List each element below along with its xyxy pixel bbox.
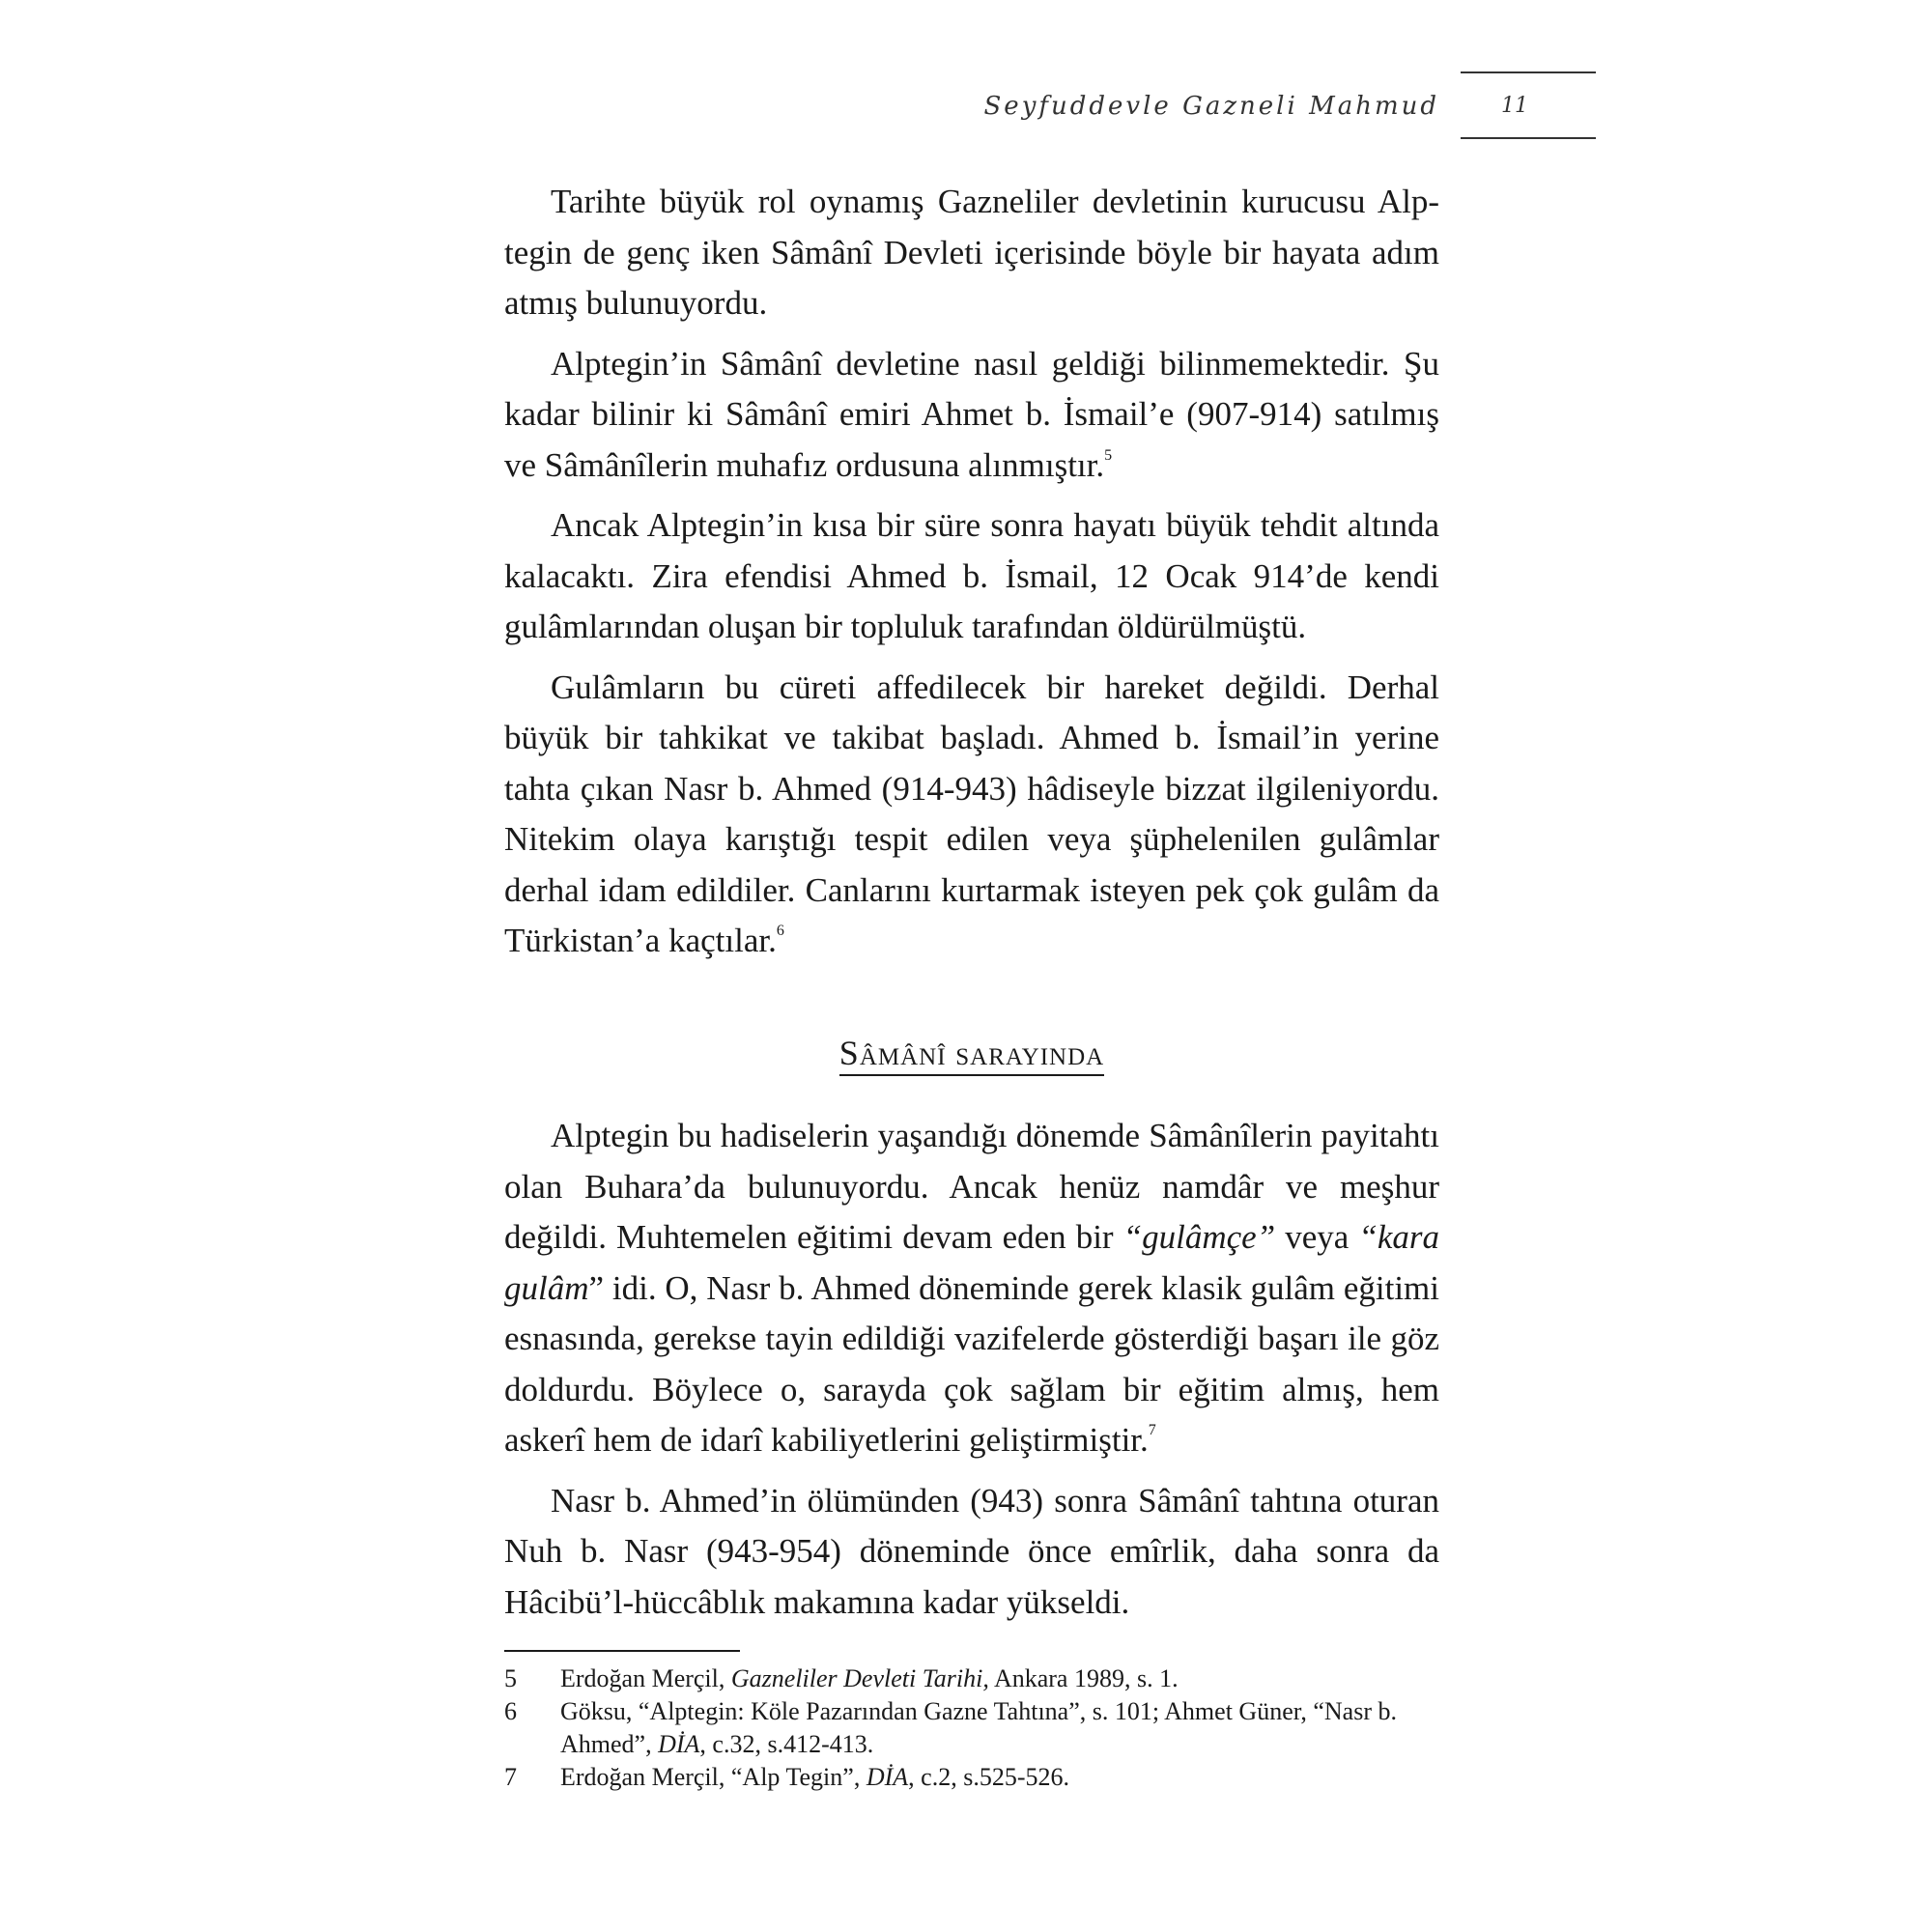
footnotes (504, 1662, 1439, 1794)
footnote: 7 Erdoğan Merçil, “Alp Tegin”, DİA, c.2, s.525-526. (504, 1763, 1069, 1791)
paragraph: Nasr b. Ahmed’in ölümünden (943) sonra Sâmânî tahtına oturan Nuh b. Nasr (943-954) döneminde önce emîrlik, daha sonra da Hâcibü’l-hüccâblık makamına kadar yükseldi. (504, 1481, 1439, 1621)
footnote-ref: 6 (776, 923, 784, 940)
footnote: 6 Göksu, “Alptegin: Köle Pazarından Gazne Tahtına”, s. 101; Ahmet Güner, “Nasr b. Ahmed”, DİA, c.32, s.412-413. (504, 1697, 1397, 1758)
body-text-section-1 (504, 177, 1439, 977)
footnote-separator (504, 1650, 740, 1652)
paragraph: Alptegin’in Sâmânî devletine nasıl geldiği bilinmemektedir. Şu kadar bilinir ki Sâmânî emiri Ahmet b. İsmail’e (907-914) satılmış ve Sâmânîlerin muhafız ordusuna alınmıştır.$^5$ (504, 344, 1439, 484)
page-number: 11 (1501, 94, 1528, 118)
paragraph: Ancak Alptegin’in kısa bir süre sonra hayatı büyük tehdit altında kalacaktı. Zira efendisi Ahmed b. İsmail, 12 Ocak 914’de kendi gulâmlarından oluşan bir topluluk tarafından öldürülmüştü. (504, 506, 1439, 645)
paragraph: Tarihte büyük rol oynamış Gazneliler devletinin kurucusu Alptegin de genç iken Sâmânî Devleti içerisinde böyle bir hayata adım atmış bulunuyordu. (504, 183, 1439, 322)
section-heading: Sâmânî sarayında (504, 1028, 1439, 1079)
footnote-ref: 5 (1104, 446, 1113, 464)
paragraph: Alptegin bu hadiselerin yaşandığı dönemde Sâmânîlerin payitahtı olan Buhara’da bulunuyordu. Ancak henüz namdâr ve meşhur değildi. Muhtemelen eğitimi devam eden bir “gulâmçe” veya “kara gulâm” idi. O, Nasr b. Ahmed döneminde gerek klasik gulâm eğitimi esnasında, gerekse tayin edildiği vazifelerde gösterdiği başarı ile göz doldurdu. Böylece o, sarayda çok sağlam bir eğitim almış, hem askerî hem de idarî kabiliyetlerini geliştirmiştir.$^7$ (504, 1117, 1439, 1459)
paragraph: Gulâmların bu cüreti affedilecek bir hareket değildi. Derhal büyük bir tahkikat ve takibat başladı. Ahmed b. İsmail’in yerine tahta çıkan Nasr b. Ahmed (914-943) hâdiseyle bizzat ilgileniyordu. Nitekim olaya karıştığı tespit edilen veya şüphelenilen gulâmlar derhal idam edildiler. Canlarını kurtarmak isteyen pek çok gulâm da Türkistan’a kaçtılar.$^6$ (504, 668, 1439, 959)
footnote: 5 Erdoğan Merçil, Gazneliler Devleti Tarihi, Ankara 1989, s. 1. (504, 1664, 1179, 1692)
page-number-box (1461, 71, 1596, 139)
footnote-ref: 7 (1148, 1422, 1156, 1439)
running-header-title: Seyfuddevle Gazneli Mahmud (983, 92, 1439, 121)
body-text-section-2 (504, 1111, 1439, 1637)
